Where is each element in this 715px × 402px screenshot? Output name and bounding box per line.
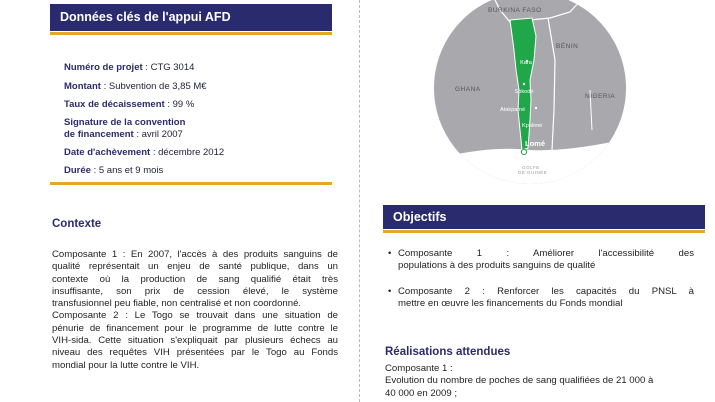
- keydata-label: Montant: [64, 81, 101, 92]
- realisations-line: Evolution du nombre de poches de sang qualifiées de 21 000 à: [385, 375, 654, 387]
- keydata-sep: :: [133, 129, 142, 140]
- bullet-icon: •: [388, 248, 392, 259]
- objectif-item: [388, 286, 694, 311]
- keydata-row: [64, 165, 163, 177]
- keydata-label: Date d'achèvement: [64, 147, 151, 158]
- label-gulf-1: GOLFE: [522, 165, 540, 170]
- togo-map: [430, 0, 630, 190]
- keydata-sep: :: [150, 147, 159, 158]
- contexte-line: Composante 1 : En 2007, l'accès à des produits sanguins de: [52, 249, 338, 260]
- keydata-row: [64, 147, 224, 159]
- lome-marker: [521, 149, 526, 154]
- keydata-value: Subvention de 3,85 M€: [108, 81, 207, 92]
- bullet-icon: •: [388, 286, 392, 297]
- keydata-footer-rule: [50, 182, 332, 185]
- objectif-line: mettre en œuvre les financements du Fonds mondial: [398, 298, 623, 310]
- objectif-item: [388, 248, 694, 273]
- keydata-value: décembre 2012: [158, 147, 225, 158]
- keydata-sep: :: [164, 99, 173, 110]
- label-burkina: BURKINA FASO: [488, 7, 542, 14]
- column-divider: [359, 0, 360, 402]
- contexte-title: Contexte: [52, 218, 102, 230]
- realisations-line: Composante 1 :: [385, 363, 453, 374]
- contexte-line: contexte où la production de sang qualifié était très: [52, 273, 338, 285]
- keydata-label: Durée: [64, 165, 91, 176]
- keydata-label: Numéro de projet: [64, 62, 143, 73]
- keydata-row: [64, 99, 194, 111]
- objectifs-header: Objectifs: [383, 205, 705, 229]
- label-benin: BÉNIN: [556, 43, 579, 50]
- city-kara: Kara: [520, 60, 532, 66]
- keydata-label: Taux de décaissement: [64, 99, 165, 110]
- keydata-value: CTG 3014: [150, 62, 195, 73]
- contexte-line: qualité représentait un enjeu de santé publique, dans un: [52, 261, 338, 273]
- contexte-line: transfusionnel peu fiable, non centralisé et non coordonné.: [52, 298, 302, 310]
- contexte-line: niveau des requêtes VIH présentées par le Togo au Fonds: [52, 347, 338, 359]
- contexte-line: VIH-sida. Cette situation s'expliquait par plusieurs échecs au: [52, 335, 338, 347]
- keydata-row: [64, 129, 183, 141]
- contexte-line: pénurie de financement pour le programme de lutte contre le: [52, 322, 338, 334]
- city-atakpame: Atakpamé: [500, 107, 526, 113]
- city-sokode: Sokodé: [514, 89, 534, 95]
- keydata-value: avril 2007: [141, 129, 183, 140]
- keydata-row: [64, 117, 185, 129]
- city-lome: Lomé: [525, 139, 546, 148]
- label-nigeria: NIGERIA: [585, 93, 616, 100]
- objectif-line: Composante 1 : Améliorer l'accessibilité des: [398, 248, 694, 259]
- keydata-row: [64, 62, 194, 74]
- realisations-line: 40 000 en 2009 ;: [385, 387, 458, 399]
- realisations-body: [385, 363, 703, 400]
- label-gulf-2: DE GUINÉE: [518, 170, 548, 175]
- contexte-line: Composante 2 : Le Togo se trouvait dans une situation de: [52, 310, 338, 322]
- keydata-label: de financement: [64, 129, 134, 140]
- keydata-label: Signature de la convention: [64, 117, 186, 128]
- contexte-line: mondial pour la lutte contre le VIH.: [52, 359, 200, 371]
- objectif-line: populations à des produits sanguins de qualité: [398, 260, 596, 272]
- keydata-sep: :: [90, 165, 99, 176]
- keydata-sep: :: [100, 81, 109, 92]
- keydata-sep: :: [142, 62, 151, 73]
- contexte-body: [52, 249, 338, 372]
- realisations-title: Réalisations attendues: [385, 346, 511, 358]
- keydata-row: [64, 81, 207, 93]
- label-ghana: GHANA: [455, 86, 481, 93]
- keydata-header: Données clés de l'appui AFD: [50, 4, 332, 31]
- contexte-line: insuffisante, son prix de cession élevé, le système: [52, 285, 338, 297]
- city-kpalime: Kpalimé: [522, 123, 543, 129]
- keydata-value: 5 ans et 9 mois: [98, 165, 164, 176]
- keydata-value: 99 %: [172, 99, 195, 110]
- objectif-line: Composante 2 : Renforcer les capacités du PNSL à: [398, 286, 694, 297]
